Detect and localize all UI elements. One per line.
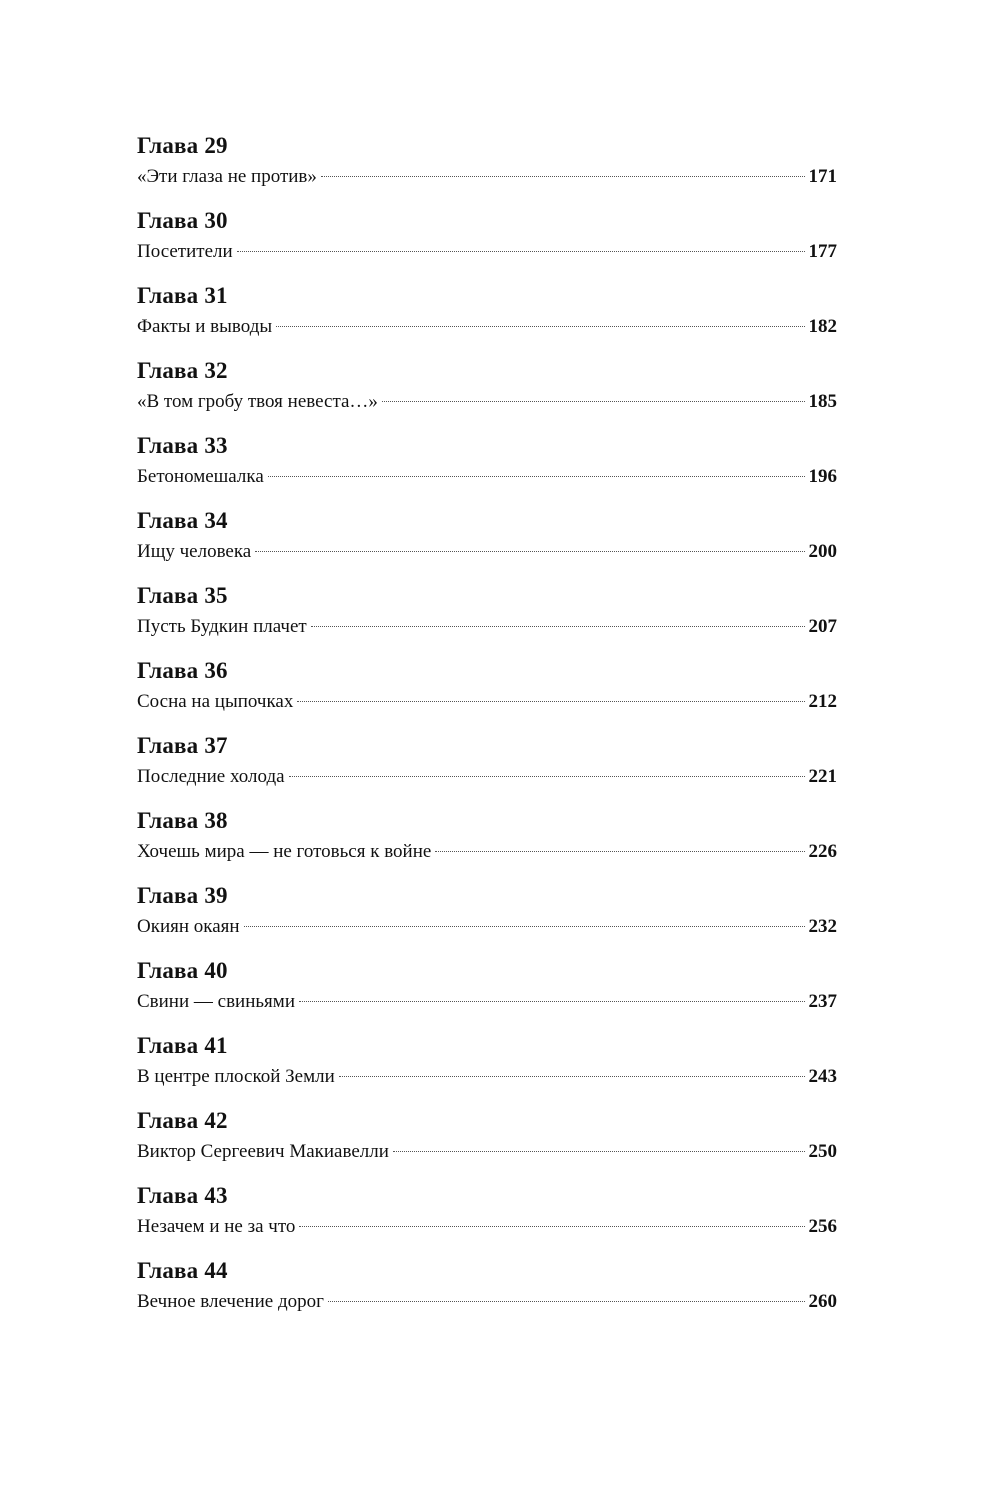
page-number: 196 — [808, 466, 837, 487]
dot-leader — [237, 251, 805, 252]
chapter-title: В центре плоской Земли — [137, 1066, 335, 1087]
page-number: 221 — [808, 766, 837, 787]
dot-leader — [435, 851, 804, 852]
page-number: 171 — [808, 166, 837, 187]
toc-entry — [137, 1180, 837, 1255]
chapter-heading: Глава 36 — [137, 658, 228, 683]
chapter-heading: Глава 31 — [137, 283, 228, 308]
chapter-heading: Глава 40 — [137, 958, 228, 983]
dot-leader — [289, 776, 805, 777]
page-number: 177 — [808, 241, 837, 262]
toc-line — [137, 987, 837, 1017]
chapter-title: Сосна на цыпочках — [137, 691, 294, 712]
chapter-title: Виктор Сергеевич Макиавелли — [137, 1141, 389, 1162]
toc-line — [137, 387, 837, 417]
page-number: 185 — [808, 391, 837, 412]
chapter-heading: Глава 33 — [137, 433, 228, 458]
toc-entry — [137, 1105, 837, 1180]
chapter-title: Последние холода — [137, 766, 285, 787]
dot-leader — [244, 926, 805, 927]
chapter-heading: Глава 44 — [137, 1258, 228, 1283]
toc-line — [137, 687, 837, 717]
dot-leader — [328, 1301, 805, 1302]
dot-leader — [339, 1076, 805, 1077]
dot-leader — [321, 176, 805, 177]
chapter-heading: Глава 32 — [137, 358, 228, 383]
toc-line — [137, 312, 837, 342]
dot-leader — [276, 326, 804, 327]
chapter-title: Ищу человека — [137, 541, 252, 562]
chapter-heading: Глава 34 — [137, 508, 228, 533]
page-number: 243 — [808, 1066, 837, 1087]
chapter-title: «Эти глаза не против» — [137, 166, 317, 187]
chapter-heading: Глава 35 — [137, 583, 228, 608]
toc-entry — [137, 505, 837, 580]
toc-line — [137, 762, 837, 792]
dot-leader — [268, 476, 805, 477]
toc-line — [137, 837, 837, 867]
dot-leader — [382, 401, 805, 402]
chapter-title: Бетономешалка — [137, 466, 264, 487]
toc-line — [137, 462, 837, 492]
chapter-heading: Глава 29 — [137, 133, 228, 158]
toc-line — [137, 237, 837, 267]
page-number: 207 — [808, 616, 837, 637]
dot-leader — [311, 626, 805, 627]
dot-leader — [297, 701, 804, 702]
toc-entry — [137, 580, 837, 655]
toc-line — [137, 537, 837, 567]
toc-entry — [137, 205, 837, 280]
chapter-heading: Глава 37 — [137, 733, 228, 758]
chapter-title: «В том гробу твоя невеста…» — [137, 391, 378, 412]
toc-entry — [137, 430, 837, 505]
toc-line — [137, 612, 837, 642]
dot-leader — [393, 1151, 805, 1152]
toc-line — [137, 912, 837, 942]
table-of-contents — [137, 130, 837, 1330]
chapter-title: Незачем и не за что — [137, 1216, 296, 1237]
page-number: 256 — [808, 1216, 837, 1237]
toc-line — [137, 1212, 837, 1242]
chapter-heading: Глава 30 — [137, 208, 228, 233]
toc-entry — [137, 280, 837, 355]
dot-leader — [299, 1226, 804, 1227]
page-number: 226 — [808, 841, 837, 862]
chapter-title: Пусть Будкин плачет — [137, 616, 307, 637]
toc-line — [137, 1062, 837, 1092]
page-number: 250 — [808, 1141, 837, 1162]
chapter-heading: Глава 41 — [137, 1033, 228, 1058]
chapter-heading: Глава 39 — [137, 883, 228, 908]
page-number: 237 — [808, 991, 837, 1012]
page-number: 200 — [808, 541, 837, 562]
page-number: 232 — [808, 916, 837, 937]
toc-line — [137, 1287, 837, 1317]
page-number: 260 — [808, 1291, 837, 1312]
chapter-title: Факты и выводы — [137, 316, 273, 337]
toc-entry — [137, 880, 837, 955]
toc-entry — [137, 1255, 837, 1330]
chapter-heading: Глава 38 — [137, 808, 228, 833]
toc-line — [137, 1137, 837, 1167]
chapter-title: Свини — свиньями — [137, 991, 295, 1012]
chapter-title: Посетители — [137, 241, 233, 262]
dot-leader — [255, 551, 804, 552]
page-number: 212 — [808, 691, 837, 712]
toc-entry — [137, 355, 837, 430]
dot-leader — [299, 1001, 805, 1002]
chapter-title: Хочешь мира — не готовься к войне — [137, 841, 432, 862]
toc-entry — [137, 730, 837, 805]
toc-entry — [137, 1030, 837, 1105]
chapter-title: Вечное влечение дорог — [137, 1291, 324, 1312]
toc-entry — [137, 655, 837, 730]
toc-entry — [137, 955, 837, 1030]
chapter-heading: Глава 42 — [137, 1108, 228, 1133]
toc-entry — [137, 805, 837, 880]
toc-line — [137, 162, 837, 192]
chapter-title: Окиян окаян — [137, 916, 240, 937]
toc-entry — [137, 130, 837, 205]
page-number: 182 — [808, 316, 837, 337]
chapter-heading: Глава 43 — [137, 1183, 228, 1208]
